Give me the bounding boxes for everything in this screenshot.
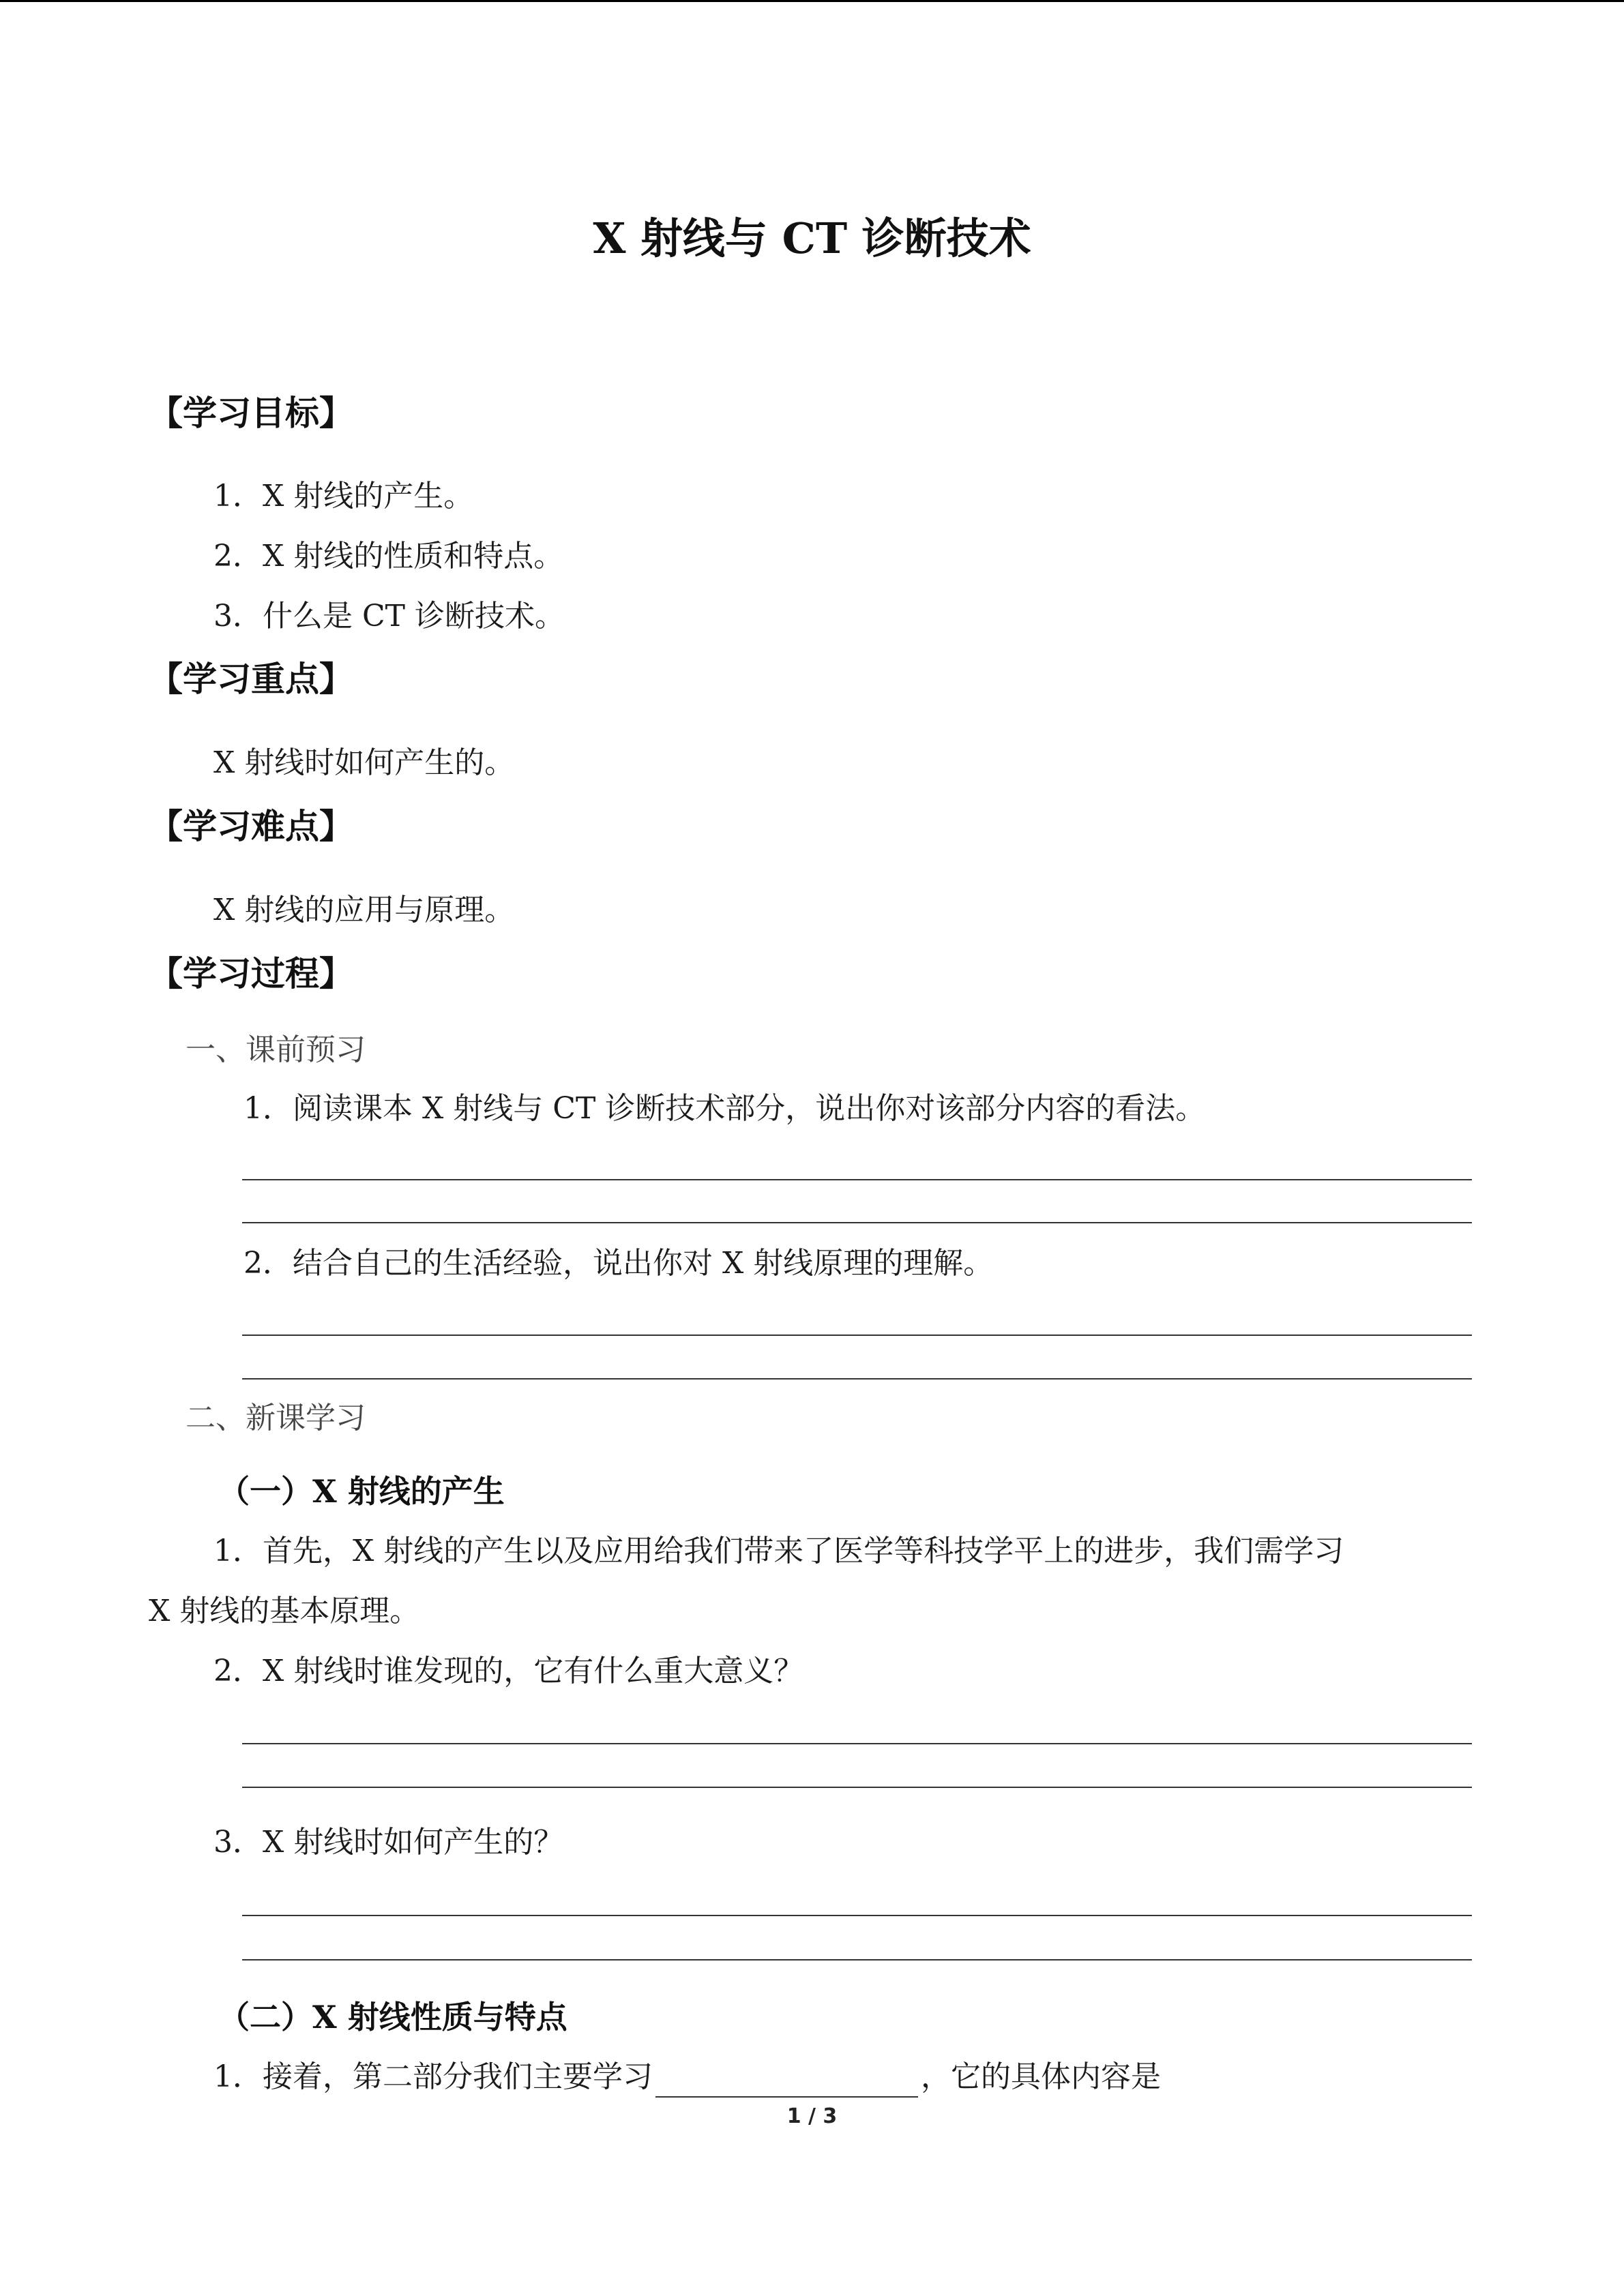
part1-question-3: 3．X 射线时如何产生的？ xyxy=(213,1825,564,1860)
answer-line xyxy=(242,1378,1472,1380)
answer-line xyxy=(242,1915,1472,1916)
preview-label: 一、课前预习 xyxy=(186,1032,366,1067)
fill-in-blank xyxy=(655,2063,918,2098)
part1-paragraph-line-1: 1．首先，X 射线的产生以及应用给我们带来了医学等科技学平上的进步，我们需学习 xyxy=(213,1534,1344,1568)
objective-item-2: 2．X 射线的性质和特点。 xyxy=(213,539,564,573)
page-number: 1 / 3 xyxy=(786,2104,838,2128)
part2-question-1 xyxy=(213,2057,1161,2098)
preview-question-2: 2．结合自己的生活经验，说出你对 X 射线原理的理解。 xyxy=(243,1246,994,1281)
part1-title: （一）X 射线的产生 xyxy=(218,1473,505,1510)
answer-line xyxy=(242,1743,1472,1744)
objective-item-3: 3．什么是 CT 诊断技术。 xyxy=(213,599,565,633)
key-points-text: X 射线时如何产生的。 xyxy=(213,745,515,780)
preview-question-1: 1．阅读课本 X 射线与 CT 诊断技术部分，说出你对该部分内容的看法。 xyxy=(243,1091,1206,1126)
part2-title: （二）X 射线性质与特点 xyxy=(218,1999,567,2036)
difficulties-text: X 射线的应用与原理。 xyxy=(213,893,515,927)
objective-item-1: 1．X 射线的产生。 xyxy=(213,479,474,513)
answer-line xyxy=(242,1179,1472,1180)
part2-question-1-before: 1．接着，第二部分我们主要学习 xyxy=(213,2059,653,2094)
answer-line xyxy=(242,1335,1472,1336)
answer-line xyxy=(242,1222,1472,1223)
heading-difficulties: 【学习难点】 xyxy=(149,807,353,846)
part1-question-2: 2．X 射线时谁发现的，它有什么重大意义？ xyxy=(213,1654,804,1688)
part2-question-1-after: ，它的具体内容是 xyxy=(921,2059,1161,2094)
heading-objectives: 【学习目标】 xyxy=(149,393,353,433)
heading-process: 【学习过程】 xyxy=(149,954,353,994)
new-lesson-label: 二、新课学习 xyxy=(186,1401,366,1435)
document-title: X 射线与 CT 诊断技术 xyxy=(593,213,1031,263)
answer-line xyxy=(242,1787,1472,1788)
answer-line xyxy=(242,1959,1472,1960)
part1-paragraph-line-2: X 射线的基本原理。 xyxy=(149,1594,420,1628)
heading-key-points: 【学习重点】 xyxy=(149,659,353,699)
